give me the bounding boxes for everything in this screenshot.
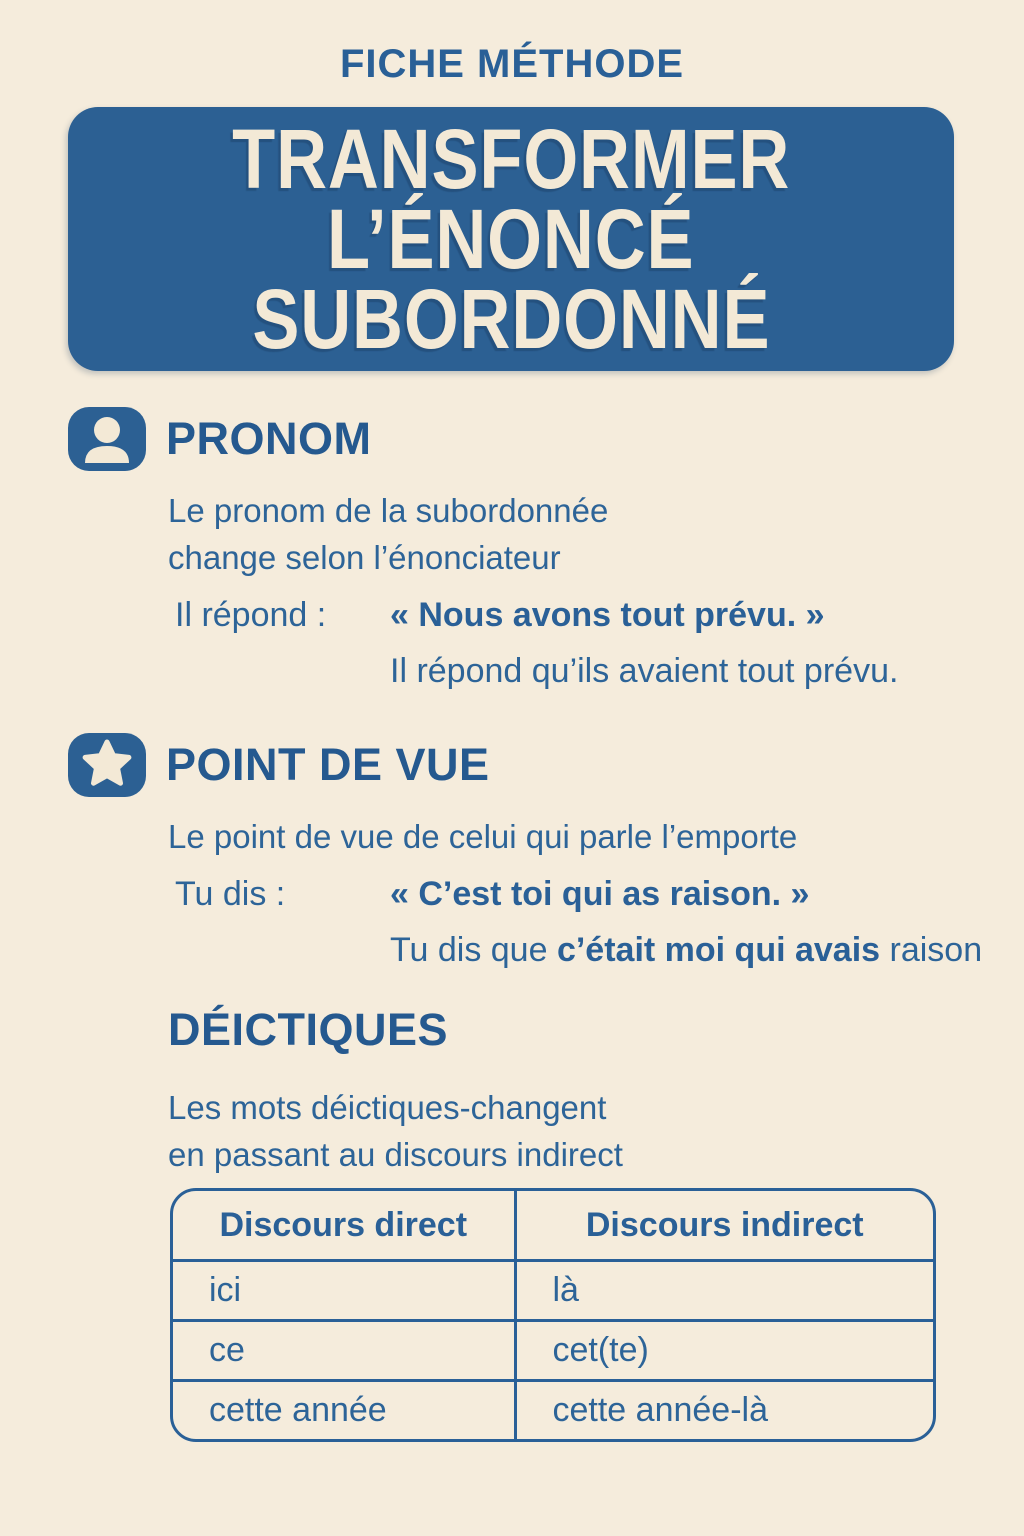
pronom-example-quote: « Nous avons tout prévu. »: [390, 596, 825, 634]
pronom-example: [175, 591, 1004, 695]
table-cell: ce: [173, 1321, 515, 1381]
indirect-suffix: raison: [880, 931, 983, 969]
table-cell: cet(te): [515, 1321, 933, 1381]
point-de-vue-example-quote: « C’est toi qui as raison. »: [390, 875, 810, 913]
point-de-vue-body-line: Le point de vue de celui qui parle l’emporte: [168, 818, 798, 855]
pronom-body: [168, 487, 1024, 581]
indirect-prefix: Tu dis que: [390, 931, 557, 969]
pronom-example-indirect: [390, 647, 1004, 695]
table-cell: cette année: [173, 1381, 515, 1440]
indirect-bold: c’était moi qui avais: [556, 931, 881, 969]
section-deictiques-header: [168, 1004, 1024, 1056]
deictiques-body: [168, 1084, 1024, 1178]
point-de-vue-body: [168, 813, 1024, 860]
page-title-line: L’ÉNONCÉ: [327, 192, 695, 286]
section-point-de-vue-header: [68, 733, 1024, 797]
section-pronom-header: [68, 407, 1024, 471]
table-header-row: [173, 1191, 933, 1261]
spacer: [175, 926, 390, 974]
page-title-line: SUBORDONNÉ: [251, 272, 771, 366]
star-icon: [68, 733, 146, 797]
column-header-discours-indirect: Discours indirect: [515, 1191, 933, 1261]
page-title-line: TRANSFORMER: [231, 112, 790, 206]
page-eyebrow: FICHE MÉTHODE: [339, 42, 685, 86]
table-row: [173, 1261, 933, 1321]
spacer: [175, 647, 390, 695]
person-icon: [68, 407, 146, 471]
title-banner: [68, 107, 954, 371]
table-cell: ici: [173, 1261, 515, 1321]
indirect-prefix: Il répond qu’ils avaient tout prévu.: [390, 652, 899, 690]
section-heading-deictiques: DÉICTIQUES: [168, 1004, 449, 1055]
table-row: [173, 1321, 933, 1381]
pronom-body-line: Le pronom de la subordonnée: [168, 492, 609, 529]
section-heading-pronom: PRONOM: [166, 413, 372, 464]
deictiques-table: [173, 1191, 933, 1439]
point-de-vue-example-label: Tu dis :: [175, 875, 286, 913]
table-cell: cette année-là: [515, 1381, 933, 1440]
deictiques-table-container: [170, 1188, 936, 1442]
pronom-body-line: change selon l’énonciateur: [168, 539, 561, 576]
table-cell: là: [515, 1261, 933, 1321]
deictiques-body-line: Les mots déictiques-changent: [168, 1089, 607, 1126]
deictiques-body-line: en passant au discours indirect: [168, 1136, 623, 1173]
point-de-vue-example: [175, 870, 1004, 974]
table-row: [173, 1381, 933, 1440]
point-de-vue-example-indirect: [390, 926, 1004, 974]
section-heading-point-de-vue: POINT DE VUE: [166, 739, 490, 790]
pronom-example-label: Il répond :: [175, 596, 327, 634]
column-header-discours-direct: Discours direct: [173, 1191, 515, 1261]
